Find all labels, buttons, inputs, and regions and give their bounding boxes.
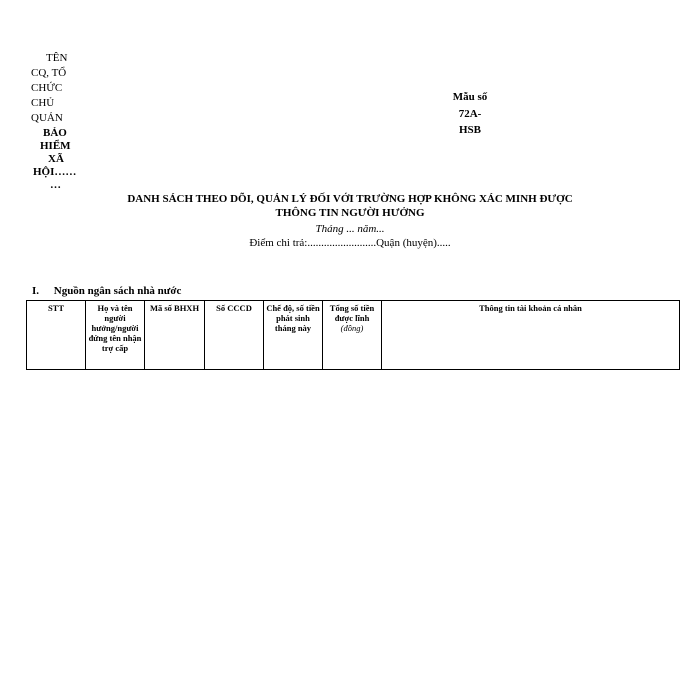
col-header-name: Họ và tên người hưởng/người đứng tên nhận trợ cấp <box>86 301 145 370</box>
col-header-regime: Chế độ, số tiền phát sinh tháng này <box>264 301 323 370</box>
col-header-total-unit: (đồng) <box>340 323 364 333</box>
agency-line: BẢO <box>43 127 67 139</box>
col-header-bhxh: Mã số BHXH <box>145 301 205 370</box>
table-header-row <box>27 301 680 370</box>
col-header-total: Tổng số tiền được lĩnh (đồng) <box>323 301 382 370</box>
document-title-line2: THÔNG TIN NGƯỜI HƯỞNG <box>275 207 425 219</box>
agency-line: HỘI…… <box>33 166 77 178</box>
agency-line: XÃ <box>48 153 64 165</box>
agency-line: CQ, TỔ <box>31 67 67 79</box>
col-header-stt: STT <box>27 301 86 370</box>
col-header-account: Thông tin tài khoản cá nhân <box>382 301 680 370</box>
agency-line: HIỂM <box>40 140 71 152</box>
section-label: Nguồn ngân sách nhà nước <box>53 285 182 297</box>
form-number-line: Mẫu số <box>452 91 488 103</box>
agency-line: TÊN <box>46 52 68 64</box>
period-line: Tháng ... năm... <box>315 223 385 235</box>
document-title: DANH SÁCH THEO DÕI, QUẢN LÝ ĐỐI VỚI TRƯỜNG HỢP KHÔNG XÁC MINH ĐƯỢC <box>127 193 573 205</box>
agency-line: … <box>50 179 61 191</box>
section-number: I. <box>32 285 40 297</box>
agency-line: CHỦ <box>31 97 55 109</box>
section-heading <box>32 285 181 298</box>
form-number-line: HSB <box>458 124 481 136</box>
agency-line: QUẢN <box>31 112 63 124</box>
pay-point-line: Điểm chi trả:.........................Quận (huyện)..... <box>249 237 451 249</box>
beneficiary-table <box>26 300 680 370</box>
form-number-line: 72A- <box>458 108 482 120</box>
agency-line: CHỨC <box>31 82 63 94</box>
col-header-cccd: Số CCCD <box>205 301 264 370</box>
